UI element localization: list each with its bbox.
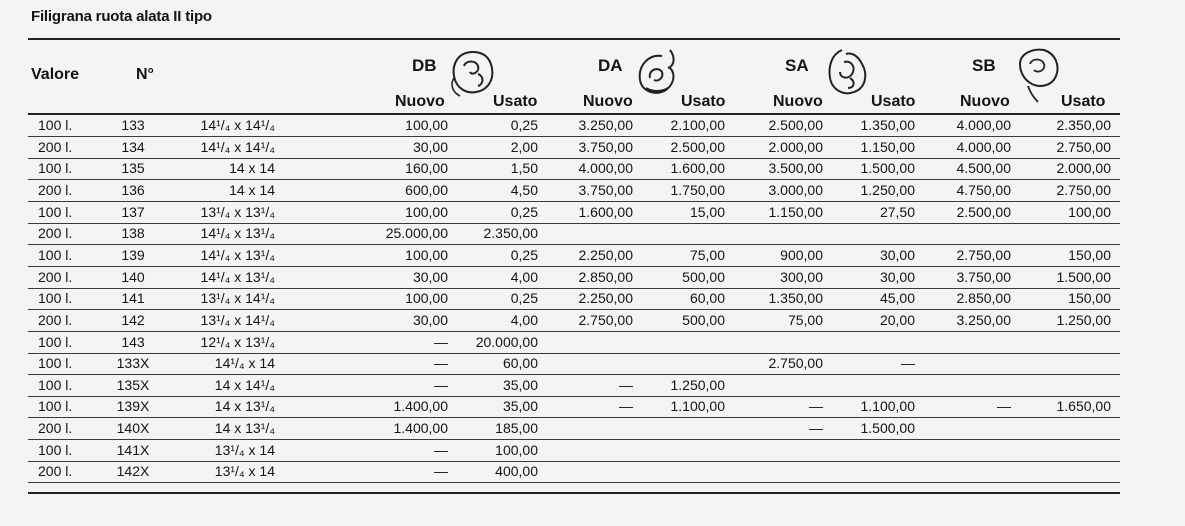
table-row [28, 158, 1120, 180]
db-nuovo-cell: 30,00 [412, 268, 448, 285]
valore-cell: 100 l. [38, 333, 73, 350]
table-row [28, 375, 1120, 397]
db-nuovo-cell: 25.000,00 [385, 225, 448, 242]
group-db-code: DB [412, 56, 437, 75]
numero-cell: 135X [116, 376, 150, 393]
db-usato-cell: 60,00 [502, 355, 538, 372]
table-row [28, 310, 1120, 332]
da-usato-cell: 15,00 [689, 203, 725, 220]
formato-cell: 14¹/₄ x 13¹/₄ [200, 225, 275, 242]
numero-cell: 140 [121, 268, 145, 285]
valore-cell: 200 l. [38, 311, 73, 328]
db-nuovo-cell: 1.400,00 [393, 398, 448, 415]
table-row [28, 288, 1120, 310]
numero-cell: 143 [121, 333, 145, 350]
sa-nuovo-cell: 75,00 [787, 311, 823, 328]
db-nuovo-cell: 600,00 [405, 181, 448, 198]
db-nuovo-cell: 160,00 [405, 160, 448, 177]
da-usato-cell: 60,00 [689, 290, 725, 307]
sa-usato-cell: 1.100,00 [860, 398, 915, 415]
numero-cell: 134 [121, 138, 145, 155]
da-usato-cell: 1.100,00 [670, 398, 725, 415]
db-usato-cell: 0,25 [510, 290, 538, 307]
numero-cell: 133X [116, 355, 150, 372]
formato-cell: 14¹/₄ x 14¹/₄ [200, 138, 275, 155]
db-usato-cell: 4,00 [510, 311, 538, 328]
sb-usato-header: Usato [1061, 93, 1106, 110]
db-nuovo-cell: — [434, 355, 448, 372]
sb-nuovo-cell: 4.000,00 [956, 117, 1011, 133]
sa-usato-cell: 30,00 [879, 268, 915, 285]
db-nuovo-cell: — [434, 376, 448, 393]
sa-nuovo-cell: 2.500,00 [768, 117, 823, 133]
formato-cell: 14¹/₄ x 13¹/₄ [200, 268, 275, 285]
db-nuovo-cell: — [434, 441, 448, 458]
watermark-wheel-sa-icon [822, 44, 872, 104]
db-nuovo-cell: — [434, 333, 448, 350]
valore-cell: 100 l. [38, 355, 73, 372]
sa-nuovo-cell: 2.750,00 [768, 355, 823, 372]
sb-nuovo-cell: 3.250,00 [956, 311, 1011, 328]
da-usato-cell: 2.500,00 [670, 138, 725, 155]
formato-cell: 14¹/₄ x 14¹/₄ [200, 117, 275, 133]
sb-usato-cell: 2.000,00 [1056, 160, 1111, 177]
db-nuovo-cell: 100,00 [405, 117, 448, 133]
numero-cell: 139X [116, 398, 150, 415]
da-usato-cell: 500,00 [682, 268, 725, 285]
sa-usato-cell: 1.500,00 [860, 160, 915, 177]
table-row [28, 115, 1120, 137]
sb-usato-cell: 2.350,00 [1056, 117, 1111, 133]
numero-cell: 133 [121, 117, 145, 133]
db-nuovo-cell: 1.400,00 [393, 420, 448, 437]
da-usato-cell: 1.250,00 [670, 376, 725, 393]
valore-cell: 100 l. [38, 290, 73, 307]
sb-nuovo-cell: 2.750,00 [956, 246, 1011, 263]
sa-nuovo-cell: — [809, 398, 823, 415]
valore-cell: 100 l. [38, 441, 73, 458]
numero-cell: 139 [121, 246, 145, 263]
sa-usato-cell: 20,00 [879, 311, 915, 328]
sb-nuovo-cell: 4.750,00 [956, 181, 1011, 198]
valore-cell: 100 l. [38, 160, 73, 177]
db-usato-cell: 4,00 [510, 268, 538, 285]
da-nuovo-header: Nuovo [583, 93, 633, 110]
da-usato-cell: 1.750,00 [670, 181, 725, 198]
formato-cell: 14 x 14 [229, 160, 275, 177]
numero-cell: 138 [121, 225, 145, 242]
formato-cell: 13¹/₄ x 14 [214, 441, 275, 458]
sb-usato-cell: 1.500,00 [1056, 268, 1111, 285]
numero-cell: 141 [121, 290, 145, 307]
valore-cell: 200 l. [38, 463, 73, 480]
table-row [28, 202, 1120, 224]
da-nuovo-cell: — [619, 398, 633, 415]
db-nuovo-cell: 30,00 [412, 138, 448, 155]
db-nuovo-cell: 100,00 [405, 290, 448, 307]
formato-cell: 14¹/₄ x 13¹/₄ [200, 246, 275, 263]
sb-nuovo-cell: — [997, 398, 1011, 415]
sa-nuovo-header: Nuovo [773, 93, 823, 110]
sb-nuovo-cell: 3.750,00 [956, 268, 1011, 285]
table-row [28, 245, 1120, 267]
db-usato-cell: 0,25 [510, 246, 538, 263]
sb-usato-cell: 100,00 [1068, 203, 1111, 220]
sa-nuovo-cell: 3.500,00 [768, 160, 823, 177]
group-da-code: DA [598, 56, 623, 75]
db-usato-cell: 185,00 [495, 420, 538, 437]
numero-cell: 142 [121, 311, 145, 328]
numero-cell: 142X [116, 463, 150, 480]
valore-cell: 200 l. [38, 225, 73, 242]
da-nuovo-cell: 1.600,00 [578, 203, 633, 220]
db-usato-cell: 4,50 [510, 181, 538, 198]
table-row [28, 267, 1120, 289]
da-nuovo-cell: 2.250,00 [578, 290, 633, 307]
formato-cell: 12¹/₄ x 13¹/₄ [200, 333, 275, 350]
formato-cell: 14 x 13¹/₄ [214, 420, 275, 437]
da-nuovo-cell: 2.750,00 [578, 311, 633, 328]
sa-usato-cell: 1.350,00 [860, 117, 915, 133]
sb-nuovo-cell: 2.850,00 [956, 290, 1011, 307]
numero-cell: 140X [116, 420, 150, 437]
db-usato-cell: 2,00 [510, 138, 538, 155]
valore-cell: 100 l. [38, 117, 73, 133]
db-usato-header: Usato [493, 93, 538, 110]
header-valore: Valore [31, 66, 80, 83]
sa-usato-cell: 27,50 [879, 203, 915, 220]
sa-nuovo-cell: 900,00 [780, 246, 823, 263]
sb-nuovo-cell: 2.500,00 [956, 203, 1011, 220]
sa-nuovo-cell: 3.000,00 [768, 181, 823, 198]
group-sb-code: SB [972, 56, 996, 75]
db-usato-cell: 1,50 [510, 160, 538, 177]
table-row [28, 461, 1120, 483]
bottom-rule [28, 492, 1120, 494]
table-row [28, 137, 1120, 159]
valore-cell: 200 l. [38, 181, 73, 198]
da-nuovo-cell: 2.250,00 [578, 246, 633, 263]
table-row [28, 353, 1120, 375]
table-row [28, 223, 1120, 245]
sa-usato-cell: 30,00 [879, 246, 915, 263]
table-row [28, 180, 1120, 202]
watermark-wheel-da-icon [632, 44, 682, 104]
db-nuovo-cell: 30,00 [412, 311, 448, 328]
sb-usato-cell: 2.750,00 [1056, 138, 1111, 155]
valore-cell: 100 l. [38, 398, 73, 415]
valore-cell: 100 l. [38, 246, 73, 263]
da-nuovo-cell: — [619, 376, 633, 393]
formato-cell: 13¹/₄ x 13¹/₄ [200, 203, 275, 220]
sa-usato-header: Usato [871, 93, 916, 110]
table-row [28, 332, 1120, 354]
valore-cell: 200 l. [38, 420, 73, 437]
db-usato-cell: 0,25 [510, 117, 538, 133]
formato-cell: 14¹/₄ x 14 [214, 355, 275, 372]
sa-usato-cell: 1.250,00 [860, 181, 915, 198]
watermark-wheel-db-icon [448, 44, 498, 104]
sa-nuovo-cell: 1.350,00 [768, 290, 823, 307]
sb-usato-cell: 150,00 [1068, 246, 1111, 263]
sb-nuovo-cell: 4.000,00 [956, 138, 1011, 155]
table-row [28, 418, 1120, 440]
group-sa-code: SA [785, 56, 809, 75]
da-usato-header: Usato [681, 93, 726, 110]
sa-usato-cell: 1.150,00 [860, 138, 915, 155]
table-row [28, 396, 1120, 418]
sa-nuovo-cell: 2.000,00 [768, 138, 823, 155]
sa-nuovo-cell: 300,00 [780, 268, 823, 285]
watermark-wheel-sb-icon [1012, 44, 1062, 104]
da-nuovo-cell: 2.850,00 [578, 268, 633, 285]
sa-usato-cell: 45,00 [879, 290, 915, 307]
top-rule [28, 38, 1120, 40]
header-numero: N° [136, 66, 154, 83]
db-usato-cell: 20.000,00 [475, 333, 538, 350]
valore-cell: 100 l. [38, 376, 73, 393]
da-nuovo-cell: 3.750,00 [578, 138, 633, 155]
formato-cell: 14 x 13¹/₄ [214, 398, 275, 415]
da-usato-cell: 1.600,00 [670, 160, 725, 177]
da-usato-cell: 500,00 [682, 311, 725, 328]
da-nuovo-cell: 3.250,00 [578, 117, 633, 133]
valore-cell: 100 l. [38, 203, 73, 220]
page-title: Filigrana ruota alata II tipo [31, 8, 212, 25]
da-usato-cell: 75,00 [689, 246, 725, 263]
sb-usato-cell: 150,00 [1068, 290, 1111, 307]
db-nuovo-cell: — [434, 463, 448, 480]
sb-usato-cell: 2.750,00 [1056, 181, 1111, 198]
formato-cell: 14 x 14 [229, 181, 275, 198]
table-row [28, 440, 1120, 462]
sa-usato-cell: — [901, 355, 915, 372]
sb-nuovo-header: Nuovo [960, 93, 1010, 110]
valore-cell: 200 l. [38, 268, 73, 285]
valore-cell: 200 l. [38, 138, 73, 155]
formato-cell: 13¹/₄ x 14¹/₄ [200, 290, 275, 307]
sa-nuovo-cell: — [809, 420, 823, 437]
db-usato-cell: 100,00 [495, 441, 538, 458]
formato-cell: 13¹/₄ x 14 [214, 463, 275, 480]
db-nuovo-cell: 100,00 [405, 203, 448, 220]
numero-cell: 136 [121, 181, 145, 198]
formato-cell: 14 x 14¹/₄ [214, 376, 275, 393]
sb-usato-cell: 1.650,00 [1056, 398, 1111, 415]
numero-cell: 135 [121, 160, 145, 177]
db-usato-cell: 35,00 [502, 398, 538, 415]
db-nuovo-header: Nuovo [395, 93, 445, 110]
numero-cell: 141X [116, 441, 150, 458]
da-nuovo-cell: 3.750,00 [578, 181, 633, 198]
sa-usato-cell: 1.500,00 [860, 420, 915, 437]
db-usato-cell: 400,00 [495, 463, 538, 480]
db-usato-cell: 0,25 [510, 203, 538, 220]
da-nuovo-cell: 4.000,00 [578, 160, 633, 177]
sb-nuovo-cell: 4.500,00 [956, 160, 1011, 177]
da-usato-cell: 2.100,00 [670, 117, 725, 133]
db-nuovo-cell: 100,00 [405, 246, 448, 263]
db-usato-cell: 2.350,00 [483, 225, 538, 242]
sb-usato-cell: 1.250,00 [1056, 311, 1111, 328]
formato-cell: 13¹/₄ x 14¹/₄ [200, 311, 275, 328]
sa-nuovo-cell: 1.150,00 [768, 203, 823, 220]
db-usato-cell: 35,00 [502, 376, 538, 393]
numero-cell: 137 [121, 203, 145, 220]
